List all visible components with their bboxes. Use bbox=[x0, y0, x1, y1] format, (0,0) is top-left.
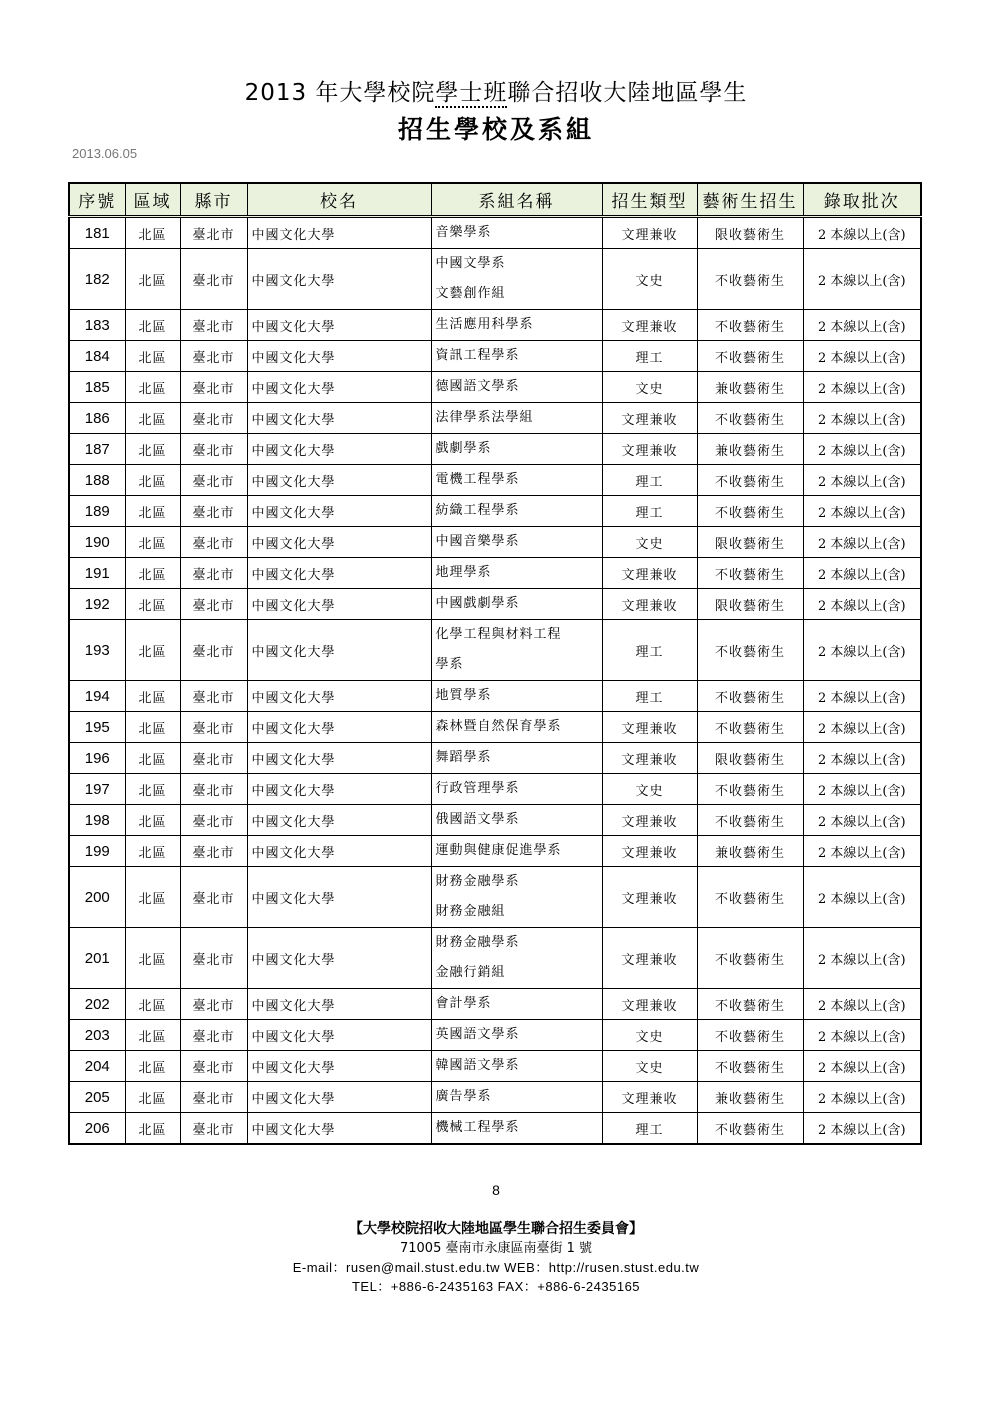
row-dept-cell bbox=[431, 217, 602, 249]
row-region-cell: 北區 bbox=[125, 681, 180, 712]
row-city-cell: 臺北市 bbox=[180, 805, 247, 836]
row-city-cell: 臺北市 bbox=[180, 774, 247, 805]
dept-line: 學系 bbox=[435, 657, 464, 672]
row-art-cell: 限收藝術生 bbox=[697, 743, 803, 774]
row-dept-cell bbox=[431, 743, 602, 774]
row-city-cell: 臺北市 bbox=[180, 712, 247, 743]
row-school-cell: 中國文化大學 bbox=[247, 620, 431, 681]
row-art-cell: 不收藝術生 bbox=[697, 341, 803, 372]
row-region-cell: 北區 bbox=[125, 527, 180, 558]
row-dept-cell bbox=[431, 589, 602, 620]
row-batch-cell: 2 本線以上(含) bbox=[803, 341, 921, 372]
row-batch-cell: 2 本線以上(含) bbox=[803, 527, 921, 558]
row-dept-cell bbox=[431, 867, 602, 928]
row-dept-cell bbox=[431, 928, 602, 989]
col-header-batch: 錄取批次 bbox=[803, 183, 921, 217]
row-number-cell: 200 bbox=[69, 867, 125, 928]
row-dept-cell bbox=[431, 1020, 602, 1051]
row-batch-cell: 2 本線以上(含) bbox=[803, 558, 921, 589]
table-row bbox=[69, 217, 921, 249]
row-number-cell: 194 bbox=[69, 681, 125, 712]
row-type-cell: 文史 bbox=[602, 1051, 697, 1082]
table-row bbox=[69, 774, 921, 805]
table-row bbox=[69, 403, 921, 434]
table-row bbox=[69, 1082, 921, 1113]
table-row bbox=[69, 372, 921, 403]
row-city-cell: 臺北市 bbox=[180, 928, 247, 989]
row-art-cell: 不收藝術生 bbox=[697, 249, 803, 310]
row-type-cell: 文理兼收 bbox=[602, 928, 697, 989]
row-region-cell: 北區 bbox=[125, 712, 180, 743]
table-row bbox=[69, 1113, 921, 1145]
row-region-cell: 北區 bbox=[125, 403, 180, 434]
row-dept-cell bbox=[431, 836, 602, 867]
row-city-cell: 臺北市 bbox=[180, 527, 247, 558]
row-art-cell: 限收藝術生 bbox=[697, 589, 803, 620]
row-region-cell: 北區 bbox=[125, 1020, 180, 1051]
row-type-cell: 理工 bbox=[602, 620, 697, 681]
row-school-cell: 中國文化大學 bbox=[247, 589, 431, 620]
row-type-cell: 理工 bbox=[602, 681, 697, 712]
row-number-cell: 184 bbox=[69, 341, 125, 372]
row-art-cell: 兼收藝術生 bbox=[697, 372, 803, 403]
row-school-cell: 中國文化大學 bbox=[247, 1020, 431, 1051]
row-school-cell: 中國文化大學 bbox=[247, 836, 431, 867]
dept-line: 紡織工程學系 bbox=[435, 503, 520, 518]
row-school-cell: 中國文化大學 bbox=[247, 805, 431, 836]
row-region-cell: 北區 bbox=[125, 434, 180, 465]
page-subtitle: 招生學校及系組 bbox=[397, 115, 594, 144]
row-dept-cell bbox=[431, 372, 602, 403]
row-region-cell: 北區 bbox=[125, 372, 180, 403]
table-row bbox=[69, 989, 921, 1020]
row-number-cell: 183 bbox=[69, 310, 125, 341]
row-number-cell: 195 bbox=[69, 712, 125, 743]
row-number-cell: 205 bbox=[69, 1082, 125, 1113]
row-number-cell: 186 bbox=[69, 403, 125, 434]
row-dept-cell bbox=[431, 465, 602, 496]
row-type-cell: 文理兼收 bbox=[602, 589, 697, 620]
dept-line: 音樂學系 bbox=[435, 225, 492, 240]
row-school-cell: 中國文化大學 bbox=[247, 558, 431, 589]
dept-line: 資訊工程學系 bbox=[435, 348, 520, 363]
row-type-cell: 文理兼收 bbox=[602, 836, 697, 867]
row-number-cell: 188 bbox=[69, 465, 125, 496]
row-art-cell: 不收藝術生 bbox=[697, 558, 803, 589]
title-prefix: 2013 年大學校院 bbox=[244, 80, 436, 106]
table-row bbox=[69, 558, 921, 589]
row-region-cell: 北區 bbox=[125, 589, 180, 620]
table-row bbox=[69, 712, 921, 743]
row-school-cell: 中國文化大學 bbox=[247, 1051, 431, 1082]
row-type-cell: 文理兼收 bbox=[602, 743, 697, 774]
row-dept-cell bbox=[431, 620, 602, 681]
footer-address: 71005 臺南市永康區南臺街 1 號 bbox=[399, 1241, 593, 1256]
dept-line: 法律學系法學組 bbox=[435, 410, 534, 425]
row-school-cell: 中國文化大學 bbox=[247, 434, 431, 465]
row-dept-cell bbox=[431, 1113, 602, 1145]
row-art-cell: 不收藝術生 bbox=[697, 681, 803, 712]
dept-line: 行政管理學系 bbox=[435, 781, 520, 796]
table-row bbox=[69, 465, 921, 496]
document-date: 2013.06.05 bbox=[72, 146, 138, 161]
dept-line: 化學工程與材料工程 bbox=[435, 627, 562, 642]
row-type-cell: 文理兼收 bbox=[602, 310, 697, 341]
dept-line: 電機工程學系 bbox=[435, 472, 520, 487]
row-type-cell: 文理兼收 bbox=[602, 712, 697, 743]
dept-line: 中國戲劇學系 bbox=[435, 596, 520, 611]
row-city-cell: 臺北市 bbox=[180, 867, 247, 928]
table-row bbox=[69, 743, 921, 774]
row-city-cell: 臺北市 bbox=[180, 1020, 247, 1051]
row-city-cell: 臺北市 bbox=[180, 217, 247, 249]
row-dept-cell bbox=[431, 558, 602, 589]
row-region-cell: 北區 bbox=[125, 805, 180, 836]
dept-line: 廣告學系 bbox=[435, 1089, 492, 1104]
table-row bbox=[69, 805, 921, 836]
row-art-cell: 不收藝術生 bbox=[697, 805, 803, 836]
dept-line: 森林暨自然保育學系 bbox=[435, 719, 562, 734]
row-number-cell: 192 bbox=[69, 589, 125, 620]
row-city-cell: 臺北市 bbox=[180, 341, 247, 372]
row-number-cell: 191 bbox=[69, 558, 125, 589]
dept-line: 地質學系 bbox=[435, 688, 492, 703]
row-number-cell: 190 bbox=[69, 527, 125, 558]
row-school-cell: 中國文化大學 bbox=[247, 372, 431, 403]
table-row bbox=[69, 928, 921, 989]
table-row bbox=[69, 836, 921, 867]
row-batch-cell: 2 本線以上(含) bbox=[803, 774, 921, 805]
row-city-cell: 臺北市 bbox=[180, 989, 247, 1020]
row-batch-cell: 2 本線以上(含) bbox=[803, 434, 921, 465]
footer-org: 【大學校院招收大陸地區學生聯合招生委員會】 bbox=[349, 1221, 643, 1237]
row-number-cell: 197 bbox=[69, 774, 125, 805]
page-number: 8 bbox=[492, 1182, 500, 1198]
dept-line: 生活應用科學系 bbox=[435, 317, 534, 332]
row-school-cell: 中國文化大學 bbox=[247, 1082, 431, 1113]
row-batch-cell: 2 本線以上(含) bbox=[803, 712, 921, 743]
row-school-cell: 中國文化大學 bbox=[247, 989, 431, 1020]
row-dept-cell bbox=[431, 496, 602, 527]
row-city-cell: 臺北市 bbox=[180, 620, 247, 681]
row-number-cell: 204 bbox=[69, 1051, 125, 1082]
row-batch-cell: 2 本線以上(含) bbox=[803, 372, 921, 403]
row-city-cell: 臺北市 bbox=[180, 434, 247, 465]
dept-line: 文藝創作組 bbox=[435, 286, 506, 301]
row-dept-cell bbox=[431, 989, 602, 1020]
title-dotted: 學士班 bbox=[435, 80, 508, 106]
row-city-cell: 臺北市 bbox=[180, 589, 247, 620]
table-body bbox=[69, 217, 921, 1145]
table-row bbox=[69, 434, 921, 465]
row-region-cell: 北區 bbox=[125, 217, 180, 249]
row-type-cell: 文理兼收 bbox=[602, 1082, 697, 1113]
row-region-cell: 北區 bbox=[125, 249, 180, 310]
table-row bbox=[69, 310, 921, 341]
row-dept-cell bbox=[431, 805, 602, 836]
row-number-cell: 202 bbox=[69, 989, 125, 1020]
row-school-cell: 中國文化大學 bbox=[247, 465, 431, 496]
row-city-cell: 臺北市 bbox=[180, 836, 247, 867]
dept-line: 舞蹈學系 bbox=[435, 750, 492, 765]
row-art-cell: 兼收藝術生 bbox=[697, 434, 803, 465]
row-art-cell: 限收藝術生 bbox=[697, 217, 803, 249]
row-type-cell: 文理兼收 bbox=[602, 558, 697, 589]
row-dept-cell bbox=[431, 774, 602, 805]
table-row bbox=[69, 681, 921, 712]
row-number-cell: 187 bbox=[69, 434, 125, 465]
footer bbox=[0, 1220, 992, 1296]
row-batch-cell: 2 本線以上(含) bbox=[803, 989, 921, 1020]
row-school-cell: 中國文化大學 bbox=[247, 867, 431, 928]
row-school-cell: 中國文化大學 bbox=[247, 928, 431, 989]
row-school-cell: 中國文化大學 bbox=[247, 527, 431, 558]
row-batch-cell: 2 本線以上(含) bbox=[803, 867, 921, 928]
row-dept-cell bbox=[431, 434, 602, 465]
row-type-cell: 文理兼收 bbox=[602, 867, 697, 928]
row-region-cell: 北區 bbox=[125, 743, 180, 774]
row-school-cell: 中國文化大學 bbox=[247, 681, 431, 712]
row-dept-cell bbox=[431, 527, 602, 558]
row-batch-cell: 2 本線以上(含) bbox=[803, 681, 921, 712]
col-header-no: 序號 bbox=[69, 183, 125, 217]
dept-line: 中國音樂學系 bbox=[435, 534, 520, 549]
dept-line: 金融行銷組 bbox=[435, 965, 506, 980]
row-batch-cell: 2 本線以上(含) bbox=[803, 620, 921, 681]
row-art-cell: 不收藝術生 bbox=[697, 465, 803, 496]
table-row bbox=[69, 496, 921, 527]
row-number-cell: 185 bbox=[69, 372, 125, 403]
row-art-cell: 不收藝術生 bbox=[697, 310, 803, 341]
row-city-cell: 臺北市 bbox=[180, 496, 247, 527]
row-school-cell: 中國文化大學 bbox=[247, 774, 431, 805]
row-batch-cell: 2 本線以上(含) bbox=[803, 465, 921, 496]
table-row bbox=[69, 620, 921, 681]
row-city-cell: 臺北市 bbox=[180, 249, 247, 310]
page-title bbox=[0, 74, 992, 107]
row-art-cell: 兼收藝術生 bbox=[697, 836, 803, 867]
row-region-cell: 北區 bbox=[125, 836, 180, 867]
row-batch-cell: 2 本線以上(含) bbox=[803, 928, 921, 989]
row-school-cell: 中國文化大學 bbox=[247, 1113, 431, 1145]
table-header-row bbox=[69, 183, 921, 217]
row-type-cell: 文史 bbox=[602, 527, 697, 558]
row-school-cell: 中國文化大學 bbox=[247, 217, 431, 249]
row-art-cell: 不收藝術生 bbox=[697, 1020, 803, 1051]
col-header-region: 區域 bbox=[125, 183, 180, 217]
row-batch-cell: 2 本線以上(含) bbox=[803, 743, 921, 774]
row-city-cell: 臺北市 bbox=[180, 1082, 247, 1113]
row-number-cell: 199 bbox=[69, 836, 125, 867]
dept-line: 地理學系 bbox=[435, 565, 492, 580]
row-dept-cell bbox=[431, 310, 602, 341]
table-row bbox=[69, 527, 921, 558]
col-header-art: 藝術生招生 bbox=[697, 183, 803, 217]
row-batch-cell: 2 本線以上(含) bbox=[803, 1082, 921, 1113]
table-row bbox=[69, 249, 921, 310]
row-region-cell: 北區 bbox=[125, 620, 180, 681]
row-art-cell: 不收藝術生 bbox=[697, 403, 803, 434]
row-region-cell: 北區 bbox=[125, 558, 180, 589]
table-row bbox=[69, 589, 921, 620]
col-header-dept: 系組名稱 bbox=[431, 183, 602, 217]
row-batch-cell: 2 本線以上(含) bbox=[803, 1020, 921, 1051]
row-region-cell: 北區 bbox=[125, 867, 180, 928]
row-number-cell: 181 bbox=[69, 217, 125, 249]
row-city-cell: 臺北市 bbox=[180, 558, 247, 589]
row-batch-cell: 2 本線以上(含) bbox=[803, 496, 921, 527]
dept-line: 財務金融學系 bbox=[435, 874, 520, 889]
row-art-cell: 不收藝術生 bbox=[697, 620, 803, 681]
row-number-cell: 193 bbox=[69, 620, 125, 681]
row-region-cell: 北區 bbox=[125, 1051, 180, 1082]
title-suffix: 聯合招收大陸地區學生 bbox=[507, 80, 748, 106]
row-type-cell: 文理兼收 bbox=[602, 989, 697, 1020]
row-region-cell: 北區 bbox=[125, 774, 180, 805]
col-header-school: 校名 bbox=[247, 183, 431, 217]
row-art-cell: 兼收藝術生 bbox=[697, 1082, 803, 1113]
dept-line: 財務金融學系 bbox=[435, 935, 520, 950]
row-dept-cell bbox=[431, 403, 602, 434]
footer-contact: E-mail：rusen@mail.stust.edu.tw WEB：http://rusen.stust.edu.tw bbox=[292, 1260, 700, 1275]
row-art-cell: 限收藝術生 bbox=[697, 527, 803, 558]
row-number-cell: 198 bbox=[69, 805, 125, 836]
row-type-cell: 文理兼收 bbox=[602, 217, 697, 249]
row-school-cell: 中國文化大學 bbox=[247, 403, 431, 434]
col-header-type: 招生類型 bbox=[602, 183, 697, 217]
row-dept-cell bbox=[431, 1051, 602, 1082]
col-header-city: 縣市 bbox=[180, 183, 247, 217]
table-row bbox=[69, 1051, 921, 1082]
row-type-cell: 理工 bbox=[602, 496, 697, 527]
dept-line: 中國文學系 bbox=[435, 256, 506, 271]
row-dept-cell bbox=[431, 249, 602, 310]
dept-line: 財務金融組 bbox=[435, 904, 506, 919]
row-type-cell: 文史 bbox=[602, 249, 697, 310]
row-school-cell: 中國文化大學 bbox=[247, 310, 431, 341]
row-city-cell: 臺北市 bbox=[180, 743, 247, 774]
row-number-cell: 189 bbox=[69, 496, 125, 527]
row-dept-cell bbox=[431, 1082, 602, 1113]
row-region-cell: 北區 bbox=[125, 928, 180, 989]
row-region-cell: 北區 bbox=[125, 465, 180, 496]
row-city-cell: 臺北市 bbox=[180, 310, 247, 341]
dept-line: 韓國語文學系 bbox=[435, 1058, 520, 1073]
row-city-cell: 臺北市 bbox=[180, 1051, 247, 1082]
row-number-cell: 182 bbox=[69, 249, 125, 310]
row-region-cell: 北區 bbox=[125, 1113, 180, 1145]
row-region-cell: 北區 bbox=[125, 989, 180, 1020]
admissions-table bbox=[68, 182, 922, 1145]
row-city-cell: 臺北市 bbox=[180, 403, 247, 434]
dept-line: 運動與健康促進學系 bbox=[435, 843, 562, 858]
row-art-cell: 不收藝術生 bbox=[697, 496, 803, 527]
row-art-cell: 不收藝術生 bbox=[697, 928, 803, 989]
row-art-cell: 不收藝術生 bbox=[697, 867, 803, 928]
row-school-cell: 中國文化大學 bbox=[247, 743, 431, 774]
row-dept-cell bbox=[431, 712, 602, 743]
row-batch-cell: 2 本線以上(含) bbox=[803, 1113, 921, 1145]
row-type-cell: 理工 bbox=[602, 341, 697, 372]
row-region-cell: 北區 bbox=[125, 1082, 180, 1113]
row-batch-cell: 2 本線以上(含) bbox=[803, 310, 921, 341]
row-number-cell: 196 bbox=[69, 743, 125, 774]
row-art-cell: 不收藝術生 bbox=[697, 989, 803, 1020]
row-art-cell: 不收藝術生 bbox=[697, 774, 803, 805]
dept-line: 英國語文學系 bbox=[435, 1027, 520, 1042]
row-type-cell: 文理兼收 bbox=[602, 403, 697, 434]
row-school-cell: 中國文化大學 bbox=[247, 341, 431, 372]
row-school-cell: 中國文化大學 bbox=[247, 712, 431, 743]
dept-line: 俄國語文學系 bbox=[435, 812, 520, 827]
row-dept-cell bbox=[431, 681, 602, 712]
row-art-cell: 不收藝術生 bbox=[697, 1051, 803, 1082]
row-art-cell: 不收藝術生 bbox=[697, 1113, 803, 1145]
row-batch-cell: 2 本線以上(含) bbox=[803, 403, 921, 434]
row-number-cell: 206 bbox=[69, 1113, 125, 1145]
row-type-cell: 文史 bbox=[602, 774, 697, 805]
row-city-cell: 臺北市 bbox=[180, 372, 247, 403]
row-city-cell: 臺北市 bbox=[180, 681, 247, 712]
dept-line: 戲劇學系 bbox=[435, 441, 492, 456]
row-batch-cell: 2 本線以上(含) bbox=[803, 1051, 921, 1082]
row-region-cell: 北區 bbox=[125, 341, 180, 372]
row-region-cell: 北區 bbox=[125, 496, 180, 527]
dept-line: 德國語文學系 bbox=[435, 379, 520, 394]
table-row bbox=[69, 341, 921, 372]
table-row bbox=[69, 1020, 921, 1051]
row-type-cell: 理工 bbox=[602, 1113, 697, 1145]
dept-line: 機械工程學系 bbox=[435, 1120, 520, 1135]
row-batch-cell: 2 本線以上(含) bbox=[803, 589, 921, 620]
row-type-cell: 文理兼收 bbox=[602, 434, 697, 465]
row-city-cell: 臺北市 bbox=[180, 465, 247, 496]
row-number-cell: 201 bbox=[69, 928, 125, 989]
dept-line: 會計學系 bbox=[435, 996, 492, 1011]
row-type-cell: 文史 bbox=[602, 1020, 697, 1051]
row-dept-cell bbox=[431, 341, 602, 372]
row-school-cell: 中國文化大學 bbox=[247, 496, 431, 527]
row-region-cell: 北區 bbox=[125, 310, 180, 341]
row-type-cell: 理工 bbox=[602, 465, 697, 496]
row-batch-cell: 2 本線以上(含) bbox=[803, 249, 921, 310]
row-batch-cell: 2 本線以上(含) bbox=[803, 836, 921, 867]
row-number-cell: 203 bbox=[69, 1020, 125, 1051]
row-art-cell: 不收藝術生 bbox=[697, 712, 803, 743]
table-row bbox=[69, 867, 921, 928]
row-type-cell: 文史 bbox=[602, 372, 697, 403]
row-type-cell: 文理兼收 bbox=[602, 805, 697, 836]
row-batch-cell: 2 本線以上(含) bbox=[803, 805, 921, 836]
row-batch-cell: 2 本線以上(含) bbox=[803, 217, 921, 249]
row-school-cell: 中國文化大學 bbox=[247, 249, 431, 310]
footer-phone: TEL：+886-6-2435163 FAX：+886-6-2435165 bbox=[351, 1279, 641, 1294]
row-city-cell: 臺北市 bbox=[180, 1113, 247, 1145]
